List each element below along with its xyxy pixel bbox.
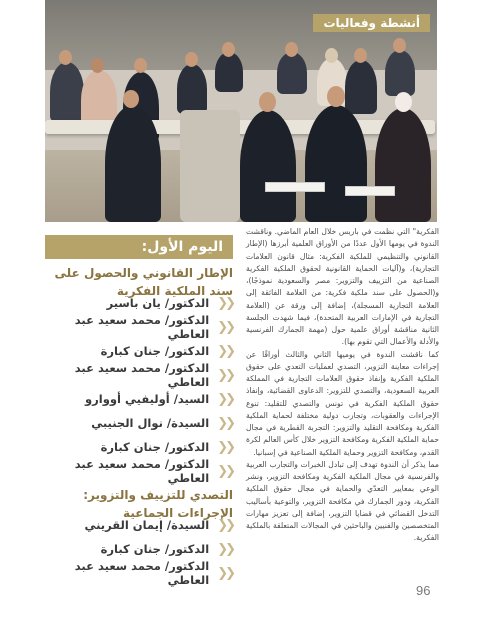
- chevron-icon: ❮❮: [217, 343, 233, 359]
- article-paragraph: مما يذكر أن الندوة تهدف إلى تبادل الخبرات والتجارب العربية والفرنسية في مجال الملكية الفكرية ومكافحة التزوير، ونشر الوعي بمعايير التعدّي والحماية في مجال حقوق الملكية الفكرية، ودور الجمارك في مكافحة التزوير، والتوعية بأساليب التدخل القضائي في قضايا التزوير، إضافة إلى تعزيز مهارات المتخصصين والفنيين والباحثين في المجالات المتعلقة بالملكية الفكرية.: [246, 459, 439, 543]
- speaker-name: الدكتور/ جنان كبارة: [100, 542, 210, 556]
- chevron-icon: ❮❮: [217, 319, 233, 335]
- speaker-name: السيد/ أوليفيي أووارو: [85, 392, 210, 406]
- speaker-item: [45, 414, 233, 432]
- chevron-icon: ❮❮: [217, 415, 233, 431]
- page-number: 96: [416, 583, 431, 598]
- speaker-item: [45, 294, 233, 312]
- speaker-name: الدكتور/ محمد سعيد عبد العاطي: [74, 559, 210, 587]
- speaker-item: [45, 342, 233, 360]
- speaker-name: السيدة/ نوال الجنيبي: [91, 416, 210, 430]
- speaker-item: [45, 540, 233, 558]
- article-paragraph: الفكرية" التي نظمت في باريس خلال العام الماضي. وناقشت الندوة في يومها الأول عددًا من الأوراق العلمية أبرزها (الإطار القانوني والتنظيمي للملكية الفكرية: مثال قانون العلامات التجارية)، و(آليات الحماية القانونية لحقوق الملكية الفكرية الصناعية من التزييف والتزوير: مصر والسعودية نموذجًا)، و(الحصول على سند ملكية فكرية: من العلامة الفائقة إلى العلامة التجارية المسجلة)، إضافة إلى ورقة عن (العلامة التجارية في الإمارات العربية المتحدة)، فيما شهدت الجلسة الثانية مناقشة أوراق علمية حول (مهمة الجمارك الفرنسية والأدلة والأعمال التي تقوم بها).: [246, 227, 439, 347]
- chevron-icon: ❮❮: [217, 541, 233, 557]
- speaker-item: [45, 390, 233, 408]
- speaker-item: [45, 361, 233, 389]
- speaker-item: [45, 313, 233, 341]
- speaker-item: [45, 516, 233, 534]
- speaker-item: [45, 457, 233, 485]
- chevron-icon: ❮❮: [217, 367, 233, 383]
- speaker-item: [45, 438, 233, 456]
- chevron-icon: ❮❮: [217, 295, 233, 311]
- speaker-name: الدكتور/ محمد سعيد عبد العاطي: [74, 457, 210, 485]
- speaker-item: [45, 559, 233, 587]
- chevron-icon: ❮❮: [217, 463, 233, 479]
- chevron-icon: ❮❮: [217, 439, 233, 455]
- chevron-icon: ❮❮: [217, 565, 233, 581]
- day-title: اليوم الأول:: [45, 235, 233, 259]
- speaker-name: الدكتور/ محمد سعيد عبد العاطي: [74, 313, 210, 341]
- speaker-name: الدكتور/ جنان كبارة: [100, 344, 210, 358]
- chevron-icon: ❮❮: [217, 391, 233, 407]
- section-heading-counterfeiting: التصدي للتزييف والتزوير: الإجراءات الجماعية: [83, 488, 233, 520]
- speaker-name: الدكتور/ جنان كبارة: [100, 440, 210, 454]
- article-body: [246, 226, 439, 545]
- conference-photo: [45, 0, 437, 222]
- article-paragraph: كما ناقشت الندوة في يوميها الثاني والثالث أوراقًا عن إجراءات معاينة التزوير، التصدي لعمليات التعدي على حقوق الملكية الفكرية وإنفاذ حقوق العلامات التجارية في المملكة العربية السعودية، والتصدي للتزوير: الدعاوى القضائية، وإنفاذ حقوق الملكية الفكرية في تونس والتصدي للتقليد: تنوع الإجراءات والعقوبات، وتجارب دولية مختلفة لحماية الملكية الفكرية ومكافحة التقليد والتزوير: التجربة القطرية في مجال حماية الملكية الفكرية ومكافحة التزوير خلال كأس العالم لكرة القدم، ومكافحة التزوير وحماية الملكية الصناعية في إسبانيا.: [246, 349, 439, 457]
- speaker-name: السيدة/ إيمان القريني: [84, 518, 210, 532]
- speaker-name: الدكتور/ يان باسير: [106, 296, 210, 310]
- section-tag: أنشطة وفعاليات: [313, 14, 430, 32]
- section-heading-legal-framework: الإطار القانوني والحصول على سند الملكية الفكرية: [54, 266, 233, 298]
- speaker-name: الدكتور/ محمد سعيد عبد العاطي: [74, 361, 210, 389]
- chevron-icon: ❮❮: [217, 517, 233, 533]
